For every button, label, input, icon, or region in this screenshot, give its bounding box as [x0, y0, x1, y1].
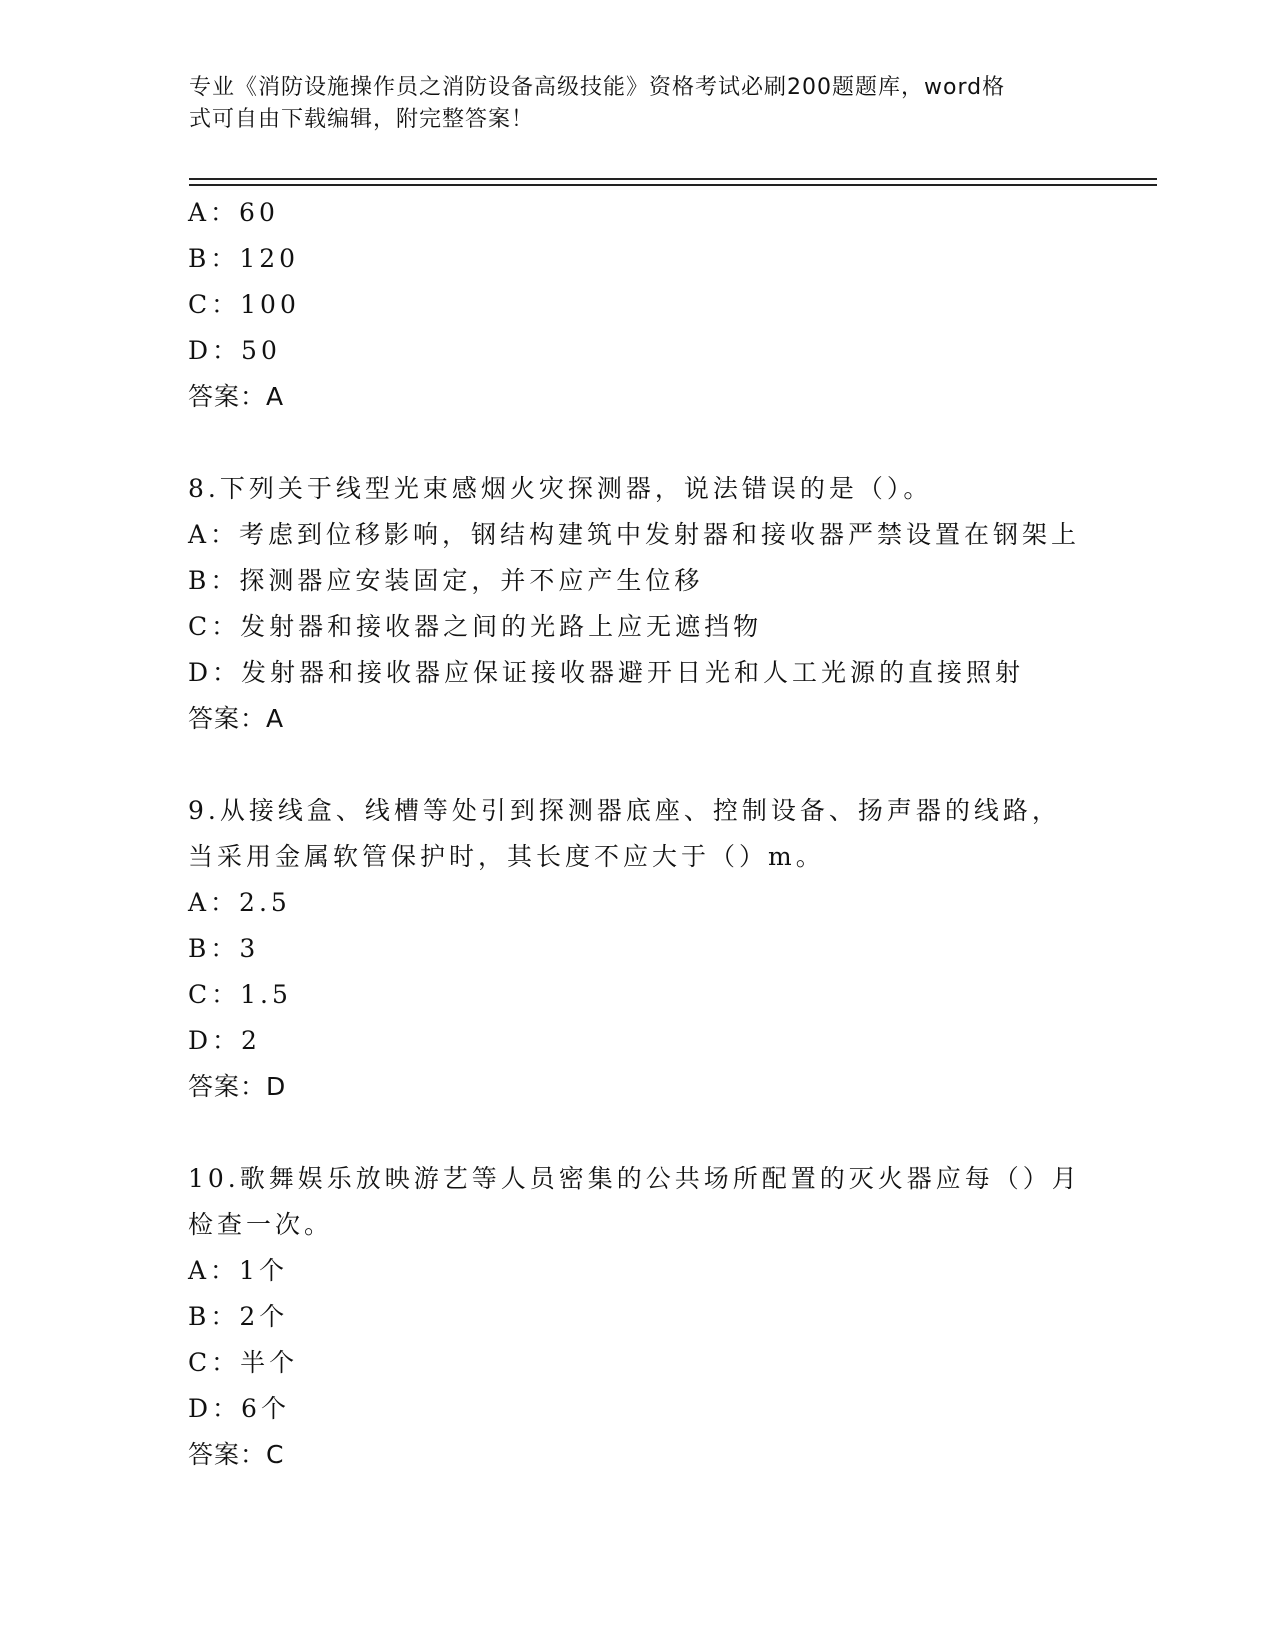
option-a: A：1个 [188, 1256, 288, 1285]
header-rule-bottom [189, 184, 1157, 186]
document-header [189, 72, 1089, 136]
question-8 [188, 466, 1088, 742]
question-title-line1: 10.歌舞娱乐放映游艺等人员密集的公共场所配置的灭火器应每（）月 [188, 1164, 1081, 1193]
question-title-line1: 9.从接线盒、线槽等处引到探测器底座、控制设备、扬声器的线路， [188, 796, 1061, 825]
option-d: D：6个 [188, 1394, 290, 1423]
question-10 [188, 1156, 1088, 1478]
spacer [188, 742, 1088, 788]
header-title-line1: 专业《消防设施操作员之消防设备高级技能》资格考试必刷200题题库，word格 [189, 75, 1006, 100]
question-title-line2: 检查一次。 [188, 1210, 334, 1239]
option-d: D：2 [188, 1026, 261, 1055]
header-rule-top [189, 178, 1157, 180]
option-d: D：50 [188, 336, 281, 365]
spacer [188, 420, 1088, 466]
option-a: A：2.5 [188, 888, 291, 917]
option-d: D：发射器和接收器应保证接收器避开日光和人工光源的直接照射 [188, 658, 1025, 687]
option-c: C：半个 [188, 1348, 299, 1377]
question-9 [188, 788, 1088, 1110]
answer: 答案：A [188, 382, 285, 411]
option-c: C：100 [188, 290, 300, 319]
option-b: B：3 [188, 934, 260, 963]
question-title-line2: 当采用金属软管保护时，其长度不应大于（）m。 [188, 842, 825, 871]
option-b: B：探测器应安装固定，并不应产生位移 [188, 566, 704, 595]
header-title-line2: 式可自由下载编辑，附完整答案！ [189, 107, 535, 132]
answer: 答案：A [188, 704, 285, 733]
option-b: B：2个 [188, 1302, 289, 1331]
spacer [188, 1110, 1088, 1156]
option-b: B：120 [188, 244, 300, 273]
option-c: C：发射器和接收器之间的光路上应无遮挡物 [188, 612, 763, 641]
answer: 答案：D [188, 1072, 287, 1101]
option-a: A：考虑到位移影响，钢结构建筑中发射器和接收器严禁设置在钢架上 [188, 520, 1081, 549]
question-title: 8.下列关于线型光束感烟火灾探测器，说法错误的是（）。 [188, 474, 933, 503]
option-a: A：60 [188, 198, 279, 227]
question-content [188, 190, 1088, 1478]
option-c: C：1.5 [188, 980, 292, 1009]
question-7 [188, 190, 1088, 420]
answer: 答案：C [188, 1440, 285, 1469]
